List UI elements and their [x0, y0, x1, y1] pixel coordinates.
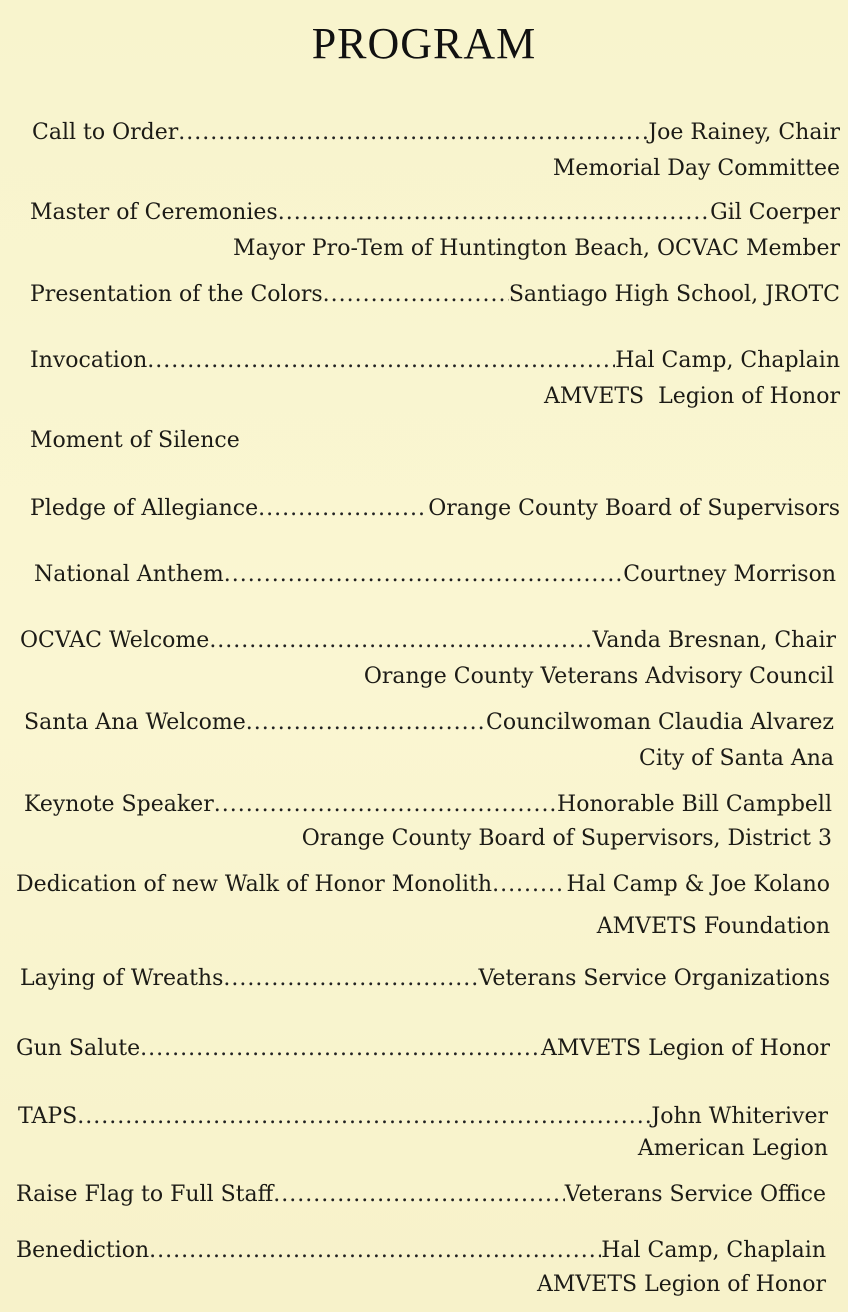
leader-dots: [77, 1104, 651, 1129]
leader-dots: [224, 562, 623, 587]
item-label: Pledge of Allegiance: [30, 496, 259, 521]
item-label: Benediction: [16, 1238, 150, 1263]
item-subtitle: Orange County Board of Supervisors, District 3: [301, 826, 832, 851]
program-item: [20, 628, 836, 660]
program-item: [30, 348, 840, 380]
item-label: Laying of Wreaths: [20, 966, 224, 991]
item-value: John Whiteriver: [651, 1104, 828, 1129]
program-item: [30, 496, 840, 528]
item-value: Hal Camp & Joe Kolano: [566, 872, 830, 897]
item-subtitle: Memorial Day Committee: [552, 156, 840, 181]
item-value: Veterans Service Organizations: [478, 966, 830, 991]
leader-dots: [140, 1036, 541, 1061]
leader-dots: [223, 966, 478, 991]
leader-dots: [147, 348, 615, 373]
item-value: Gil Coerper: [710, 200, 840, 225]
program-item: [32, 120, 840, 152]
item-subtitle: Orange County Veterans Advisory Council: [363, 664, 834, 689]
item-label: Master of Ceremonies: [30, 200, 278, 225]
item-value: Hal Camp, Chaplain: [601, 1238, 826, 1263]
leader-dots: [209, 628, 592, 653]
item-label: OCVAC Welcome: [20, 628, 210, 653]
item-subtitle: AMVETS Foundation: [596, 914, 830, 939]
leader-dots: [278, 200, 710, 225]
program-item: [16, 1036, 830, 1068]
program-item: [30, 282, 840, 314]
item-value: Vanda Bresnan, Chair: [592, 628, 836, 653]
program-item: [16, 1238, 826, 1270]
leader-dots: [273, 1182, 564, 1207]
item-label: National Anthem: [34, 562, 224, 587]
item-label: Gun Salute: [16, 1036, 141, 1061]
item-value: Orange County Board of Supervisors: [428, 496, 840, 521]
leader-dots: [246, 710, 486, 735]
item-label: Santa Ana Welcome: [24, 710, 246, 735]
item-value: Hal Camp, Chaplain: [615, 348, 840, 373]
page-title: PROGRAM: [311, 19, 537, 68]
item-label: Dedication of new Walk of Honor Monolith: [16, 872, 493, 897]
item-label: Raise Flag to Full Staff: [16, 1182, 274, 1207]
item-value: Honorable Bill Campbell: [557, 792, 832, 817]
leader-dots: [214, 792, 557, 817]
program-item: [18, 1104, 828, 1136]
item-label: Presentation of the Colors: [30, 282, 323, 307]
item-subtitle: City of Santa Ana: [639, 746, 834, 771]
item-value: Santiago High School, JROTC: [508, 282, 840, 307]
program-item: [16, 1182, 826, 1214]
item-label: Invocation: [30, 348, 148, 373]
program-item: Moment of Silence: [30, 428, 240, 453]
program-item: [20, 966, 830, 998]
item-subtitle: American Legion: [637, 1136, 828, 1161]
item-value: AMVETS Legion of Honor: [541, 1036, 830, 1061]
leader-dots: [323, 282, 509, 307]
program-item: [34, 562, 836, 594]
leader-dots: [178, 120, 648, 145]
item-label: Call to Order: [32, 120, 179, 145]
leader-dots: [149, 1238, 601, 1263]
item-value: Joe Rainey, Chair: [648, 120, 840, 145]
item-label: TAPS: [18, 1104, 78, 1129]
item-label: Keynote Speaker: [24, 792, 214, 817]
item-value: Councilwoman Claudia Alvarez: [485, 710, 834, 735]
item-value: Veterans Service Office: [564, 1182, 826, 1207]
item-subtitle: AMVETS Legion of Honor: [537, 1272, 826, 1297]
item-subtitle: Mayor Pro-Tem of Huntington Beach, OCVAC Member: [233, 236, 840, 261]
leader-dots: [492, 872, 566, 897]
item-value: Courtney Morrison: [623, 562, 836, 587]
item-subtitle: AMVETS Legion of Honor: [544, 384, 840, 409]
program-item: [16, 872, 830, 904]
program-item: [30, 200, 840, 232]
program-item: [24, 792, 832, 824]
program-item: [24, 710, 834, 742]
leader-dots: [258, 496, 428, 521]
